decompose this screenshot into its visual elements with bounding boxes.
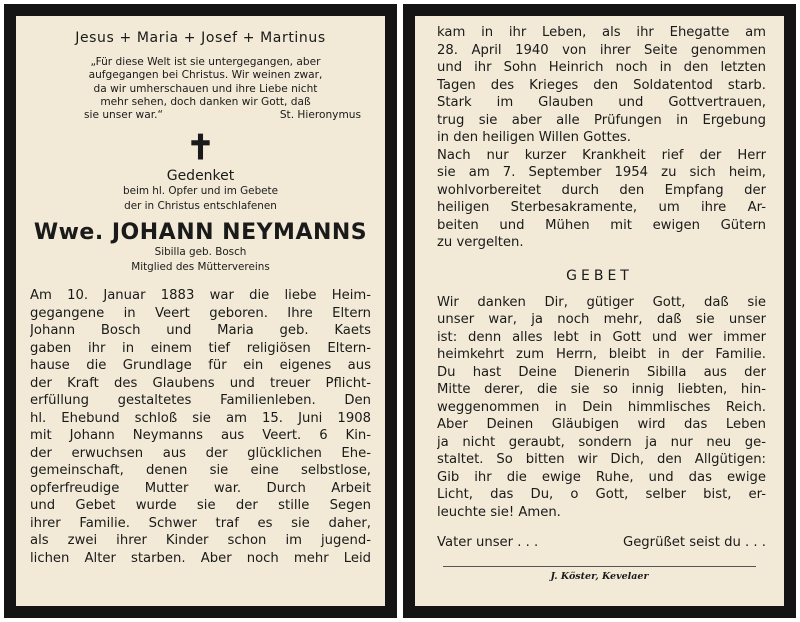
text-line: und Gebet wurde sie der stille Segen — [30, 498, 371, 514]
text-line: opferfreudige Mutter war. Durch Arbeit — [30, 480, 371, 496]
text-line: als zwei ihrer Kinder schon im jugend- — [30, 533, 371, 549]
text-line: kam in ihr Leben, als ihr Ehegatte am — [437, 25, 766, 40]
maiden-name: Sibilla geb. Bosch — [154, 246, 247, 259]
printer-imprint: J. Köster, Kevelaer — [550, 571, 649, 582]
prayer-line: der in Christus entschlafenen — [124, 200, 277, 213]
text-line: Licht, das Du, o Gott, selber bist, er- — [437, 487, 766, 502]
text-line: hause die Grundlage für ein eigenes aus — [30, 358, 371, 374]
text-line: weggenommen in Dein himmlisches Reich. — [437, 399, 766, 415]
text-line: Du hast Deine Dienerin Sibilla aus der — [437, 364, 766, 380]
text-line: Nach nur kurzer Krankheit rief der Herr — [437, 147, 766, 163]
text-line: beiten und Mühen mit ewigen Gütern — [437, 217, 766, 233]
biography-text — [30, 287, 371, 567]
text-line: ja nicht geraubt, sondern ja nur neu ge- — [437, 434, 766, 450]
text-line: wohlvorbereitet durch den Empfang der — [437, 182, 766, 198]
text-line: 28. April 1940 von ihrer Seite genommen — [437, 42, 766, 58]
text-line: Johann Bosch und Maria geb. Kaets — [30, 323, 371, 339]
quote-line: mehr sehen, doch danken wir Gott, daß — [100, 95, 311, 108]
right-card-content — [415, 16, 784, 606]
quote-line: aufgegangen bei Christus. Wir weinen zwar, — [88, 69, 323, 82]
text-line: erfüllung gestaltetes Familienleben. Den — [30, 393, 371, 409]
prayer-line: beim hl. Opfer und im Gebete — [122, 185, 279, 198]
right-card — [403, 4, 796, 618]
left-card-content — [16, 16, 385, 606]
vater-unser: Vater unser . . . — [437, 535, 539, 550]
text-line: Wir danken Dir, gütiger Gott, daß sie — [437, 294, 766, 310]
text-line: gaben ihr in einem tief religiösen Eltern- — [30, 340, 371, 356]
text-line: Gib ihr die ewige Ruhe, und das ewige — [437, 469, 766, 485]
text-line: Tagen des Krieges den Soldatentod starb. — [437, 77, 766, 93]
gegruesset-seist-du: Gegrüßet seist du . . . — [622, 535, 766, 550]
saints-heading: Jesus + Maria + Josef + Martinus — [75, 30, 326, 46]
text-line: Mitte derer, die sie so innig liebten, hin- — [437, 382, 766, 397]
text-line: leuchte sie! Amen. — [437, 504, 561, 520]
text-line: heiligen Sterbesakramente, um ihre Ar- — [437, 200, 766, 215]
text-line: Am 10. Januar 1883 war die liebe Heim- — [30, 288, 371, 304]
text-line: staltet. So bitten wir Dich, den Allgütigen: — [437, 452, 766, 467]
text-line: gegangene in Veert geboren. Ihre Eltern — [30, 305, 371, 321]
text-line: lichen Alter starben. Aber noch mehr Leid — [30, 550, 371, 566]
text-line: hl. Ehebund schloß sie am 15. Juni 1908 — [30, 410, 371, 426]
text-line: sie am 7. September 1954 zu sich heim, — [437, 165, 766, 180]
text-line: und ihr Sohn Heinrich noch in den letzten — [437, 60, 766, 75]
text-line: Stark im Glauben und Gottvertrauen, — [437, 95, 766, 110]
text-line: der Kraft des Glaubens und treuer Pflicht- — [30, 375, 371, 391]
text-line: ist: denn alles lebt in Gott und wer immer — [437, 329, 766, 345]
text-line: Aber Deinen Gläubigen wird das Leben — [437, 417, 766, 432]
closing-prayers — [437, 535, 766, 550]
deceased-name: Wwe. JOHANN NEYMANNS — [33, 220, 368, 246]
text-line: ihrer Familie. Schwer traf es sie daher, — [30, 515, 371, 531]
hieronymus-quote — [50, 56, 361, 122]
text-line: heimkehrt zum Herrn, bleibt in der Familie. — [437, 347, 766, 362]
divider — [443, 566, 756, 567]
quote-line: da wir umherschauen und ihre Liebe nicht — [93, 82, 318, 95]
prayer-text — [437, 294, 766, 522]
left-card — [4, 4, 397, 618]
text-line: trug sie aber alle Prüfungen in Ergebung — [437, 112, 766, 128]
text-line: mit Johann Neymanns aus Veert. 6 Kin- — [30, 428, 371, 444]
gebet-heading: GEBET — [566, 267, 633, 284]
text-line: in den heiligen Willen Gottes. — [437, 130, 631, 145]
quote-line: „Für diese Welt ist sie untergegangen, aber — [90, 56, 321, 68]
text-line: zu vergelten. — [437, 235, 524, 250]
cross-icon: ✝ — [186, 128, 215, 169]
membership: Mitglied des Müttervereins — [131, 261, 270, 274]
text-line: unser war, ja noch mehr, daß sie unser — [437, 312, 766, 327]
gedenket-heading: Gedenket — [166, 168, 235, 185]
text-line: der erwuchsen aus der glücklichen Ehe- — [30, 445, 371, 461]
quote-source: St. Hieronymus — [279, 109, 361, 122]
quote-line-last: sie unser war.“ — [84, 109, 163, 122]
text-line: gemeinschaft, denen sie eine selbstlose, — [30, 463, 371, 479]
biography-continued — [437, 24, 766, 252]
